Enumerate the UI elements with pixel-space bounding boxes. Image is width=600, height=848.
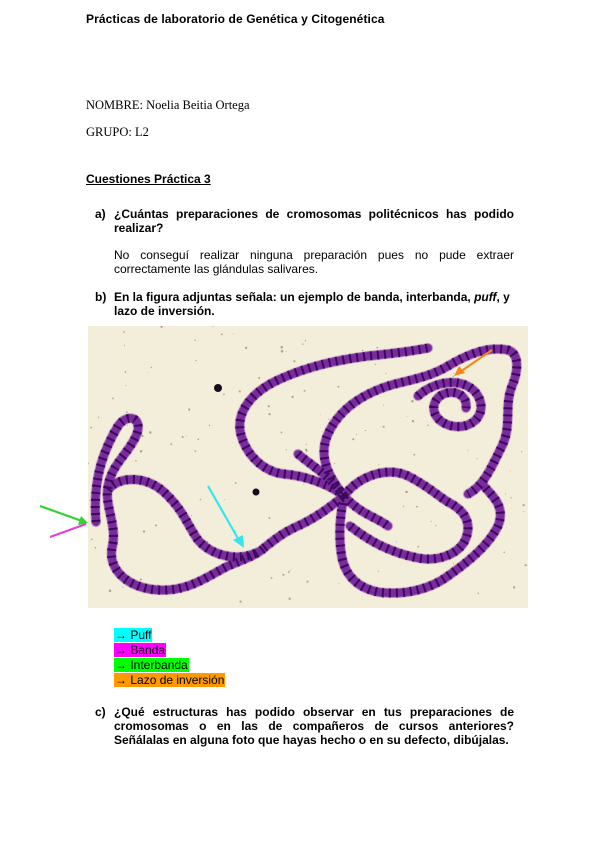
legend-label-lazo: Lazo de inversión: [130, 673, 225, 687]
speckle: [186, 436, 187, 437]
speckle: [258, 377, 260, 379]
legend-arrow: →: [115, 628, 127, 642]
speckle: [521, 451, 522, 452]
speckle: [286, 351, 287, 352]
speckle: [182, 436, 184, 438]
legend-item-puff: [114, 628, 152, 642]
section-title: Cuestiones Práctica 3: [86, 172, 211, 186]
speckle: [427, 424, 428, 425]
speckle: [416, 506, 418, 508]
speckle: [510, 471, 511, 472]
question-c-text: ¿Qué estructuras has podido observar en tus preparaciones de cromosomas o en las de compañeros de cursos anteriores? Señálalas en alguna foto que hayas hecho o en su defecto, dibújalas.: [114, 705, 514, 747]
speckle: [122, 587, 123, 588]
speckle: [209, 425, 210, 426]
speckle: [170, 443, 172, 445]
speckle: [143, 530, 145, 532]
speckle: [123, 331, 125, 333]
speckle: [406, 416, 407, 417]
speckle: [431, 521, 432, 522]
speckle: [476, 458, 477, 459]
interbanda-arrow-head: [78, 516, 88, 525]
speckle: [304, 390, 306, 392]
speckle: [140, 579, 142, 581]
speckle: [126, 411, 128, 413]
speckle: [235, 482, 237, 484]
speckle: [140, 450, 143, 453]
speckle: [245, 347, 247, 349]
speckle: [453, 373, 454, 374]
question-b-label: b): [95, 290, 107, 304]
speckle: [320, 414, 321, 415]
speckle: [112, 398, 114, 400]
speckle: [413, 454, 415, 456]
speckle: [280, 346, 283, 349]
interbanda-arrow: [40, 506, 82, 521]
legend-item-lazo: [114, 673, 225, 687]
speckle: [375, 364, 376, 365]
speckle: [396, 542, 397, 543]
legend-label-banda: Banda: [130, 643, 166, 657]
speckle: [194, 340, 195, 341]
speckle: [378, 464, 379, 465]
speckle: [328, 419, 329, 420]
speckle: [239, 390, 241, 392]
speckle: [191, 515, 192, 516]
legend-arrow: →: [115, 658, 127, 672]
speckle: [305, 340, 306, 341]
speckle: [522, 504, 524, 506]
speckle: [141, 435, 143, 437]
question-b-text-before: En la figura adjuntas señala: un ejemplo de banda, interbanda,: [114, 290, 475, 304]
speckle: [282, 574, 284, 576]
speckle: [334, 463, 335, 464]
speckle: [223, 394, 225, 396]
speckle: [523, 511, 524, 512]
speckle: [149, 431, 151, 433]
speckle: [525, 564, 527, 566]
speckle: [288, 571, 290, 573]
legend-label-puff: Puff: [130, 628, 152, 642]
speckle: [109, 590, 112, 593]
speckle: [281, 350, 284, 353]
speckle: [356, 434, 357, 435]
speckle: [290, 570, 291, 571]
question-b-text-italic: puff: [474, 290, 497, 304]
speckle: [239, 600, 241, 602]
speckle: [405, 491, 408, 494]
speckle: [268, 405, 270, 407]
speckle: [477, 593, 478, 594]
speckle: [293, 360, 295, 362]
speckle: [135, 460, 137, 462]
name-line: NOMBRE: Noelia Beitia Ortega: [86, 98, 250, 112]
speckle: [306, 450, 308, 452]
speckle: [197, 439, 199, 441]
banda-arrow: [50, 524, 86, 537]
speckle: [151, 367, 152, 368]
speckle: [286, 449, 287, 450]
speckle: [503, 552, 505, 554]
speckle: [90, 427, 92, 429]
question-b-text: [114, 290, 518, 318]
question-a-text: ¿Cuántas preparaciones de cromosomas politécnicos has podido realizar?: [114, 207, 514, 235]
speckle: [224, 499, 225, 500]
speckle: [383, 405, 384, 406]
question-a-answer: No conseguí realizar ninguna preparación pues no pude extraer correctamente las glándulas salivares.: [114, 248, 514, 276]
speckle: [200, 499, 202, 501]
question-c-label: c): [95, 705, 106, 719]
speckle: [95, 547, 97, 549]
speckle: [352, 438, 354, 440]
speckle: [453, 376, 454, 377]
speckle: [98, 417, 99, 418]
speckle: [289, 598, 291, 600]
speckle: [376, 347, 378, 349]
speckle: [148, 372, 149, 373]
legend-label-interbanda: Interbanda: [130, 658, 188, 672]
speckle: [292, 396, 294, 398]
speckle: [417, 546, 419, 548]
speckle: [125, 385, 126, 386]
chromosome-micrograph: [88, 326, 528, 608]
speckle: [195, 360, 196, 361]
legend-item-interbanda: [114, 658, 189, 672]
speckle: [268, 517, 270, 519]
speckle: [505, 493, 506, 494]
speckle: [302, 343, 303, 344]
group-line: GRUPO: L2: [86, 125, 149, 139]
speckle: [453, 563, 454, 564]
speckle: [383, 426, 385, 428]
speckle: [221, 333, 223, 335]
speckle: [281, 432, 283, 434]
speckle: [365, 430, 366, 431]
debris-spot: [214, 384, 222, 392]
left-arrows: [36, 500, 96, 542]
speckle: [271, 577, 273, 579]
speckle: [124, 345, 125, 346]
legend-item-banda: [114, 643, 166, 657]
speckle: [468, 450, 469, 451]
speckle: [338, 386, 340, 388]
question-a-label: a): [95, 207, 106, 221]
speckle: [303, 484, 304, 485]
speckle: [412, 420, 414, 422]
speckle: [435, 525, 436, 526]
legend-arrow: →: [115, 643, 127, 657]
speckle: [513, 586, 515, 588]
speckle: [403, 506, 404, 507]
speckle: [125, 371, 127, 373]
document-header: Prácticas de laboratorio de Genética y Citogenética: [86, 12, 385, 26]
speckle: [188, 408, 190, 410]
question-b-text-after: , y lazo de inversión.: [114, 290, 510, 318]
speckle: [385, 373, 386, 374]
speckle: [127, 425, 128, 426]
speckle: [268, 413, 270, 415]
debris-spot: [253, 489, 260, 496]
speckle: [411, 400, 414, 403]
legend-arrow: →: [115, 673, 127, 687]
speckle: [510, 497, 511, 498]
speckle: [306, 581, 308, 583]
speckle: [362, 350, 364, 352]
speckle: [194, 450, 196, 452]
speckle: [155, 524, 157, 526]
speckle: [233, 333, 234, 334]
speckle: [306, 444, 307, 445]
speckle: [378, 571, 379, 572]
speckle: [338, 583, 339, 584]
